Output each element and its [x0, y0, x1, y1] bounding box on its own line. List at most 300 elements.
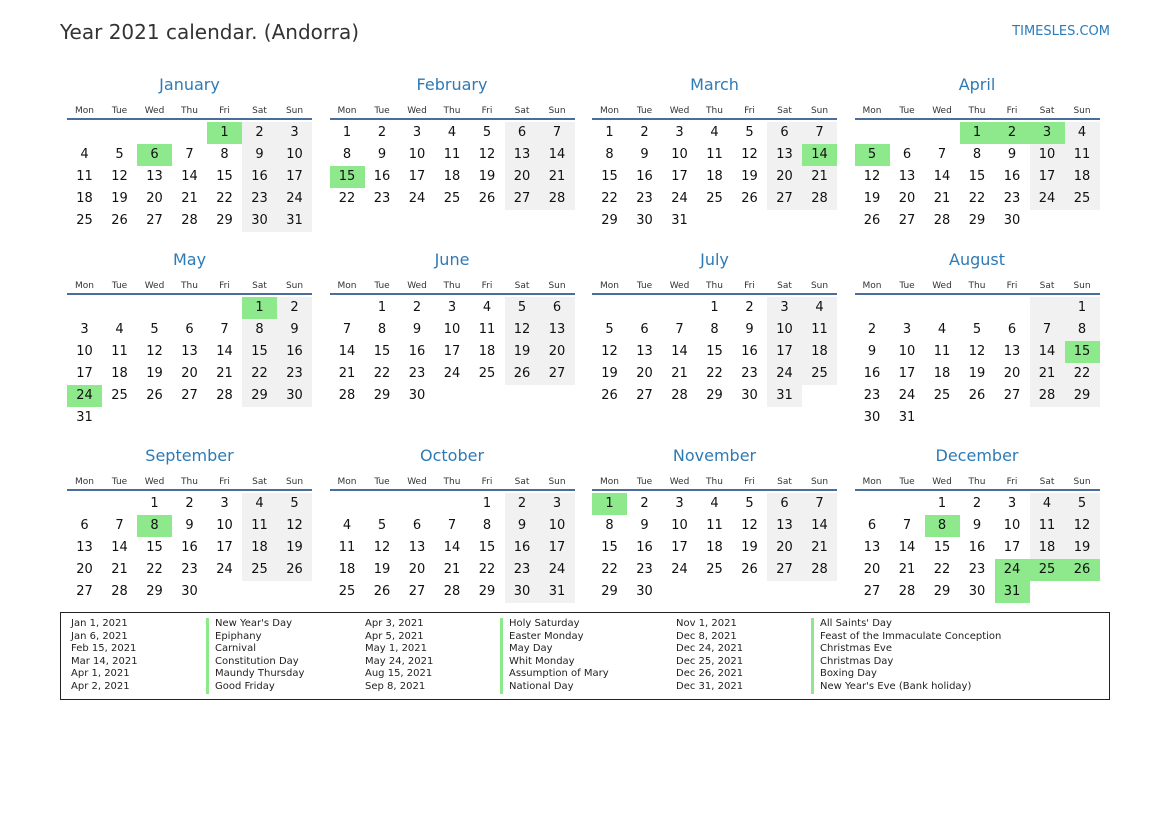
week-row: [330, 188, 575, 210]
month-title: December: [935, 446, 1019, 465]
day-cell: 18: [706, 540, 723, 555]
day-cell: 28: [216, 388, 233, 403]
weekday-label: Wed: [144, 106, 165, 116]
day-cell: 10: [1030, 144, 1065, 166]
day-cell: 22: [1065, 363, 1100, 385]
day-cell: 9: [867, 344, 877, 359]
week-row: [855, 493, 1100, 515]
day-cell: 17: [216, 540, 233, 555]
weekday-label: Fri: [1006, 281, 1018, 291]
day-cell: 31: [767, 385, 802, 407]
day-cell: 16: [636, 169, 653, 184]
header-rule: [592, 118, 837, 120]
weekday-label: Sun: [810, 106, 829, 116]
month-title: May: [172, 250, 207, 269]
day-cell: 10: [898, 344, 916, 359]
day-cell: 12: [1065, 515, 1100, 537]
legend-item: [365, 643, 609, 656]
day-cell: 3: [412, 125, 422, 140]
day-cell: 30: [636, 584, 653, 599]
day-cell: 13: [898, 169, 916, 184]
empty-cell: [400, 493, 435, 515]
day-cell: 30: [181, 584, 198, 599]
day-cell: 25: [933, 388, 951, 403]
day-cell: 11: [111, 344, 128, 359]
day-cell: 18: [338, 562, 356, 577]
month-july: [592, 250, 837, 407]
day-cell: 30: [277, 385, 312, 407]
day-cell: 30: [242, 210, 277, 232]
day-cell: 6: [1007, 322, 1017, 337]
day-cell: 14: [216, 344, 233, 359]
day-cell: 5: [482, 125, 492, 140]
weekday-label: Tue: [374, 106, 390, 116]
weekday-label: Thu: [443, 281, 461, 291]
day-cell: 14: [540, 144, 575, 166]
day-cell: 11: [802, 319, 837, 341]
day-cell: 29: [968, 213, 986, 228]
empty-cell: [855, 122, 890, 144]
day-cell: 20: [181, 366, 198, 381]
day-cell: 2: [377, 125, 387, 140]
empty-cell: [102, 493, 137, 515]
day-cell: 16: [373, 169, 391, 184]
weekday-label: Mon: [600, 106, 619, 116]
holiday-name: Carnival: [206, 643, 256, 656]
week-row: [67, 407, 312, 429]
header-rule: [855, 489, 1100, 491]
header-rule: [855, 293, 1100, 295]
weekday-header: [67, 98, 312, 118]
day-cell: 21: [802, 537, 837, 559]
day-cell: 4: [115, 322, 124, 337]
weekday-label: Tue: [374, 281, 390, 291]
day-cell: 26: [111, 213, 128, 228]
day-cell: 1: [605, 125, 614, 140]
day-cell: 14: [802, 515, 837, 537]
day-cell: 23: [636, 562, 653, 577]
day-cell: 27: [181, 388, 198, 403]
day-cell: 23: [408, 366, 426, 381]
day-cell: 15: [933, 540, 951, 555]
day-cell: 5: [150, 322, 159, 337]
week-row: [330, 363, 575, 385]
day-cell: 31: [76, 410, 93, 425]
empty-cell: [767, 210, 802, 232]
day-cell: 2: [640, 496, 649, 511]
site-link[interactable]: TIMESLES.COM: [1012, 24, 1110, 39]
day-cell: 10: [443, 322, 461, 337]
weekday-label: Tue: [111, 106, 128, 116]
day-cell: 3: [277, 122, 312, 144]
week-row: [592, 493, 837, 515]
day-cell: 29: [933, 584, 951, 599]
day-cell: 15: [706, 344, 723, 359]
holiday-date: Dec 24, 2021: [676, 643, 744, 655]
weekday-label: Sat: [1039, 477, 1055, 487]
day-cell: 24: [216, 562, 233, 577]
day-cell: 18: [443, 169, 461, 184]
day-cell: 15: [146, 540, 163, 555]
weekday-label: Sun: [285, 106, 304, 116]
day-cell: 28: [540, 188, 575, 210]
holiday-day-cell: 14: [802, 144, 837, 166]
weekday-label: Mon: [862, 477, 882, 487]
day-cell: 20: [540, 341, 575, 363]
day-cell: 4: [710, 125, 719, 140]
holiday-date: Dec 8, 2021: [676, 630, 737, 642]
day-cell: 20: [767, 537, 802, 559]
week-row: [855, 188, 1100, 210]
weekday-header: [592, 469, 837, 489]
day-cell: 13: [767, 144, 802, 166]
week-row: [592, 144, 837, 166]
day-cell: 27: [408, 584, 426, 599]
week-row: [330, 341, 575, 363]
day-cell: 11: [338, 540, 356, 555]
day-cell: 16: [1003, 169, 1021, 184]
empty-cell: [732, 581, 767, 603]
empty-cell: [890, 297, 925, 319]
day-cell: 30: [863, 410, 881, 425]
day-cell: 11: [706, 147, 723, 162]
weekday-label: Sat: [514, 477, 530, 487]
header-rule: [592, 489, 837, 491]
week-row: [330, 537, 575, 559]
empty-cell: [172, 407, 207, 429]
day-cell: 6: [412, 518, 422, 533]
empty-cell: [540, 385, 575, 407]
month-title: September: [145, 446, 234, 465]
empty-cell: [137, 122, 172, 144]
day-cell: 21: [216, 366, 233, 381]
empty-cell: [330, 297, 365, 319]
day-cell: 19: [863, 191, 881, 206]
day-cell: 18: [1030, 537, 1065, 559]
week-row: [67, 166, 312, 188]
legend-item: [676, 656, 1001, 669]
weekday-label: Fri: [481, 477, 493, 487]
day-cell: 25: [111, 388, 128, 403]
weekday-label: Mon: [862, 281, 882, 291]
day-cell: 3: [767, 297, 802, 319]
day-cell: 17: [767, 341, 802, 363]
empty-cell: [1065, 581, 1100, 603]
holiday-day-cell: 1: [592, 493, 627, 515]
holiday-date: Nov 1, 2021: [676, 618, 737, 629]
weekday-header: [592, 98, 837, 118]
legend-item: [676, 668, 1001, 681]
day-cell: 20: [863, 562, 881, 577]
week-row: [592, 385, 837, 407]
day-cell: 16: [741, 344, 758, 359]
empty-cell: [102, 407, 137, 429]
header-rule: [855, 118, 1100, 120]
empty-cell: [960, 297, 995, 319]
day-cell: 16: [636, 540, 653, 555]
day-cell: 28: [338, 388, 356, 403]
week-row: [67, 297, 312, 319]
day-cell: 25: [242, 559, 277, 581]
day-cell: 19: [478, 169, 496, 184]
day-cell: 29: [601, 213, 618, 228]
weekday-label: Fri: [1006, 106, 1018, 116]
day-cell: 30: [741, 388, 758, 403]
weekday-label: Mon: [600, 281, 619, 291]
weekday-label: Mon: [337, 477, 357, 487]
day-cell: 29: [216, 213, 233, 228]
day-cell: 2: [412, 300, 422, 315]
day-cell: 20: [408, 562, 426, 577]
weekday-label: Sun: [548, 106, 566, 116]
weekday-label: Wed: [144, 281, 165, 291]
day-cell: 7: [540, 122, 575, 144]
day-cell: 22: [706, 366, 723, 381]
empty-cell: [592, 297, 627, 319]
day-cell: 8: [482, 518, 492, 533]
empty-cell: [960, 407, 995, 429]
day-cell: 22: [601, 191, 618, 206]
day-cell: 2: [867, 322, 877, 337]
weekday-label: Sat: [252, 477, 267, 487]
legend-item: [71, 681, 304, 694]
weekday-label: Mon: [600, 477, 619, 487]
day-cell: 29: [1065, 385, 1100, 407]
weekday-label: Tue: [636, 106, 653, 116]
empty-cell: [697, 581, 732, 603]
day-cell: 17: [408, 169, 426, 184]
day-cell: 15: [242, 341, 277, 363]
holiday-name: National Day: [500, 681, 574, 694]
empty-cell: [137, 407, 172, 429]
day-cell: 24: [1030, 188, 1065, 210]
legend-item: [71, 618, 304, 631]
day-cell: 22: [242, 363, 277, 385]
empty-cell: [102, 122, 137, 144]
weekday-label: Thu: [443, 106, 461, 116]
day-cell: 26: [373, 584, 391, 599]
day-cell: 26: [601, 388, 618, 403]
month-april: [855, 75, 1100, 232]
day-cell: 12: [741, 518, 758, 533]
day-cell: 12: [505, 319, 540, 341]
day-cell: 9: [972, 518, 982, 533]
legend-item: [365, 656, 609, 669]
week-row: [67, 210, 312, 232]
holiday-date: Jan 1, 2021: [71, 618, 128, 629]
day-cell: 4: [710, 496, 719, 511]
day-cell: 21: [671, 366, 688, 381]
empty-cell: [172, 122, 207, 144]
empty-cell: [855, 297, 890, 319]
empty-cell: [855, 493, 890, 515]
day-cell: 26: [478, 191, 496, 206]
day-cell: 28: [671, 388, 688, 403]
weekday-header: [330, 273, 575, 293]
week-row: [330, 297, 575, 319]
day-cell: 24: [540, 559, 575, 581]
empty-cell: [172, 297, 207, 319]
month-title: March: [690, 75, 739, 94]
day-cell: 11: [1065, 144, 1100, 166]
day-cell: 27: [146, 213, 163, 228]
day-cell: 29: [373, 388, 391, 403]
day-cell: 2: [242, 122, 277, 144]
day-cell: 2: [277, 297, 312, 319]
day-cell: 27: [863, 584, 881, 599]
day-cell: 5: [972, 322, 982, 337]
week-row: [67, 493, 312, 515]
month-title: August: [949, 250, 1005, 269]
holiday-day-cell: 1: [242, 297, 277, 319]
day-cell: 17: [443, 344, 461, 359]
day-cell: 7: [675, 322, 684, 337]
day-cell: 12: [146, 344, 163, 359]
day-cell: 24: [277, 188, 312, 210]
empty-cell: [732, 210, 767, 232]
day-cell: 18: [242, 537, 277, 559]
day-cell: 25: [338, 584, 356, 599]
day-cell: 9: [377, 147, 387, 162]
holiday-day-cell: 26: [1065, 559, 1100, 581]
day-cell: 18: [802, 341, 837, 363]
weekday-label: Fri: [744, 281, 755, 291]
weekday-label: Fri: [219, 106, 230, 116]
week-row: [592, 537, 837, 559]
legend-item: [71, 631, 304, 644]
legend-item: [365, 618, 609, 631]
empty-cell: [767, 581, 802, 603]
holiday-date: Dec 31, 2021: [676, 680, 744, 692]
day-cell: 21: [933, 191, 951, 206]
day-cell: 19: [741, 540, 758, 555]
month-may: [67, 250, 312, 429]
day-cell: 8: [377, 322, 387, 337]
legend-item: [365, 668, 609, 681]
empty-cell: [207, 407, 242, 429]
holiday-day-cell: 8: [137, 515, 172, 537]
weekday-label: Mon: [75, 281, 94, 291]
day-cell: 30: [1003, 213, 1021, 228]
day-cell: 15: [968, 169, 986, 184]
holiday-name: Epiphany: [206, 631, 262, 644]
day-cell: 8: [972, 147, 982, 162]
day-cell: 15: [373, 344, 391, 359]
empty-cell: [277, 581, 312, 603]
day-cell: 21: [338, 366, 356, 381]
day-cell: 25: [802, 363, 837, 385]
calendar-grid: [67, 75, 1103, 605]
day-cell: 24: [767, 363, 802, 385]
holiday-name: All Saints' Day: [811, 618, 892, 631]
holiday-date: Mar 14, 2021: [71, 655, 138, 667]
day-cell: 31: [277, 210, 312, 232]
weekday-label: Wed: [144, 477, 165, 487]
day-cell: 8: [220, 147, 229, 162]
weekday-label: Sun: [1073, 106, 1091, 116]
page-title: Year 2021 calendar. (Andorra): [60, 20, 360, 44]
day-cell: 14: [898, 540, 916, 555]
holiday-date: May 24, 2021: [365, 655, 434, 667]
day-cell: 19: [277, 537, 312, 559]
weekday-label: Wed: [669, 281, 690, 291]
holiday-name: Assumption of Mary: [500, 668, 609, 681]
day-cell: 9: [745, 322, 754, 337]
day-cell: 2: [640, 125, 649, 140]
day-cell: 3: [1007, 496, 1017, 511]
empty-cell: [890, 493, 925, 515]
holiday-name: Good Friday: [206, 681, 275, 694]
empty-cell: [67, 493, 102, 515]
day-cell: 20: [636, 366, 653, 381]
header-rule: [67, 293, 312, 295]
weekday-label: Fri: [219, 281, 230, 291]
weekday-label: Wed: [932, 281, 952, 291]
empty-cell: [1030, 210, 1065, 232]
empty-cell: [627, 297, 662, 319]
week-row: [592, 559, 837, 581]
day-cell: 1: [710, 300, 719, 315]
weekday-label: Thu: [706, 477, 723, 487]
day-cell: 26: [146, 388, 163, 403]
empty-cell: [277, 407, 312, 429]
weekday-label: Tue: [111, 281, 128, 291]
holiday-date: Apr 5, 2021: [365, 630, 424, 642]
empty-cell: [1030, 297, 1065, 319]
day-cell: 12: [741, 147, 758, 162]
week-row: [855, 407, 1100, 429]
day-cell: 11: [478, 322, 496, 337]
day-cell: 4: [80, 147, 89, 162]
week-row: [67, 122, 312, 144]
weekday-label: Fri: [481, 281, 493, 291]
day-cell: 9: [185, 518, 194, 533]
day-cell: 20: [898, 191, 916, 206]
day-cell: 27: [505, 188, 540, 210]
day-cell: 20: [76, 562, 93, 577]
day-cell: 17: [671, 540, 688, 555]
week-row: [592, 210, 837, 232]
day-cell: 19: [1065, 537, 1100, 559]
holiday-date: Apr 3, 2021: [365, 618, 424, 629]
empty-cell: [435, 385, 470, 407]
day-cell: 17: [76, 366, 93, 381]
day-cell: 18: [76, 191, 93, 206]
day-cell: 8: [1065, 319, 1100, 341]
week-row: [330, 319, 575, 341]
week-row: [592, 166, 837, 188]
weekday-label: Mon: [862, 106, 882, 116]
day-cell: 2: [505, 493, 540, 515]
header-rule: [330, 489, 575, 491]
legend-column: [71, 618, 304, 694]
week-row: [855, 341, 1100, 363]
weekday-label: Thu: [706, 106, 723, 116]
holiday-date: Dec 26, 2021: [676, 668, 744, 680]
day-cell: 10: [767, 319, 802, 341]
holiday-date: Feb 15, 2021: [71, 643, 137, 655]
day-cell: 5: [1065, 493, 1100, 515]
empty-cell: [207, 581, 242, 603]
holiday-date: Sep 8, 2021: [365, 680, 426, 692]
holiday-name: May Day: [500, 643, 553, 656]
header-rule: [67, 118, 312, 120]
holiday-name: Christmas Day: [811, 656, 893, 669]
day-cell: 30: [505, 581, 540, 603]
empty-cell: [1065, 210, 1100, 232]
empty-cell: [890, 122, 925, 144]
day-cell: 3: [540, 493, 575, 515]
